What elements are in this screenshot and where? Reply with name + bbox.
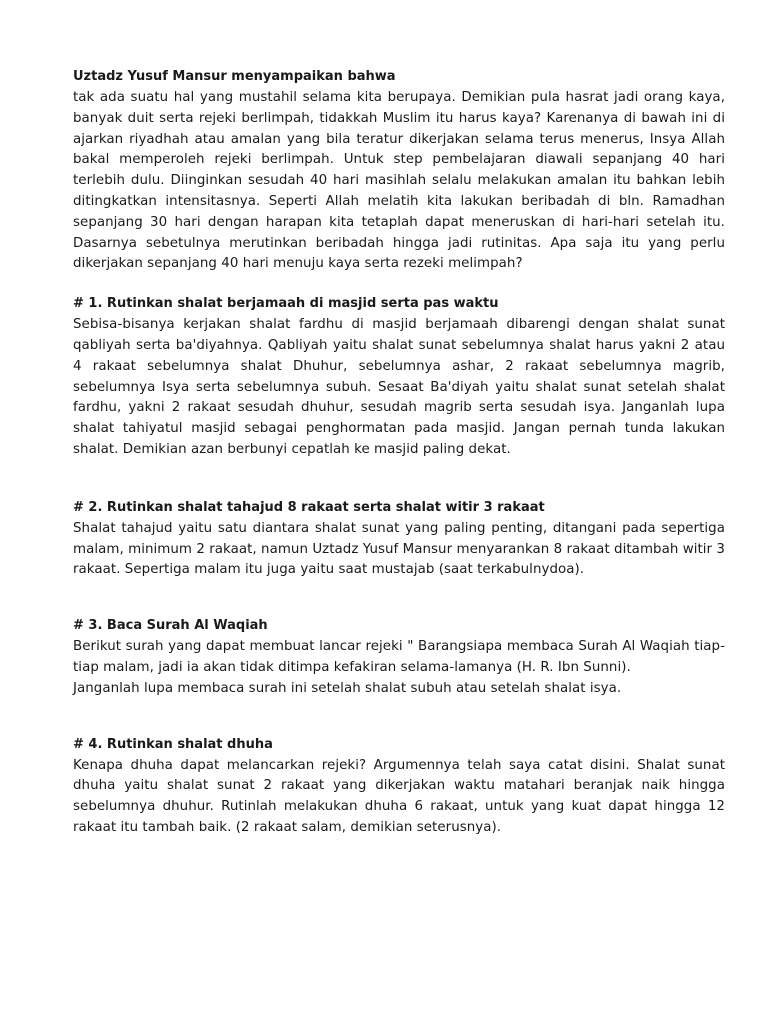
intro-paragraph: tak ada suatu hal yang mustahil selama kita berupaya. Demikian pula hasrat jadi orang kaya, banyak duit serta rejeki berlimpah, tidakkah Muslim itu harus kaya? Karenanya di bawah ini di ajarkan riyadhah atau amalan yang bila teratur dikerjakan selama terus menerus, Insya Allah bakal memperoleh rejeki berlimpah. Untuk step pembelajaran diawali sepanjang 40 hari terlebih dulu. Diinginkan sesudah 40 hari masihlah selalu melakukan amalan itu bahkan lebih ditingkatkan intensitasnya. Seperti Allah melatih kita lakukan beribadah di bln. Ramadhan sepanjang 30 hari dengan harapan kita tetaplah dapat meneruskan di hari-hari setelah itu. Dasarnya sebetulnya merutinkan beribadah hingga jadi rutinitas. Apa saja itu yang perlu dikerjakan sepanjang 40 hari menuju kaya serta rezeki melimpah? (73, 90, 725, 272)
spacer (73, 581, 725, 615)
section-4-paragraph: Kenapa dhuha dapat melancarkan rejeki? Argumennya telah saya catat disini. Shalat sunat dhuha yaitu shalat sunat 2 rakaat yang dikerjakan waktu matahari beranjak naik hingga sebelumnya dhuhur. Rutinlah melakukan dhuha 6 rakaat, untuk yang kuat dapat hingga 12 rakaat itu tambah baik. (2 rakaat salam, demikian seterusnya). (73, 757, 725, 835)
document-page (73, 66, 725, 839)
section-2-paragraph: Shalat tahajud yaitu satu diantara shalat sunat yang paling penting, ditangani pada sepertiga malam, minimum 2 rakaat, namun Uztadz Yusuf Mansur menyarankan 8 rakaat ditambah witir 3 rakaat. Sepertiga malam itu juga yaitu saat mustajab (saat terkabulnydoa). (73, 520, 725, 578)
section-1-paragraph: Sebisa-bisanya kerjakan shalat fardhu di masjid berjamaah dibarengi dengan shalat sunat qabliyah serta ba'diyahnya. Qabliyah yaitu shalat sunat sebelumnya shalat harus yakni 2 atau 4 rakaat sebelumnya shalat Dhuhur, sebelumnya ashar, 2 rakaat sebelumnya magrib, sebelumnya Isya serta sebelumnya subuh. Sesaat Ba'diyah yaitu shalat sunat setelah shalat fardhu, yakni 2 rakaat sesudah dhuhur, sesudah magrib serta sesudah isya. Janganlah lupa shalat tahiyatul masjid sebagai penghormatan pada masjid. Jangan pernah tunda lakukan shalat. Demikian azan berbunyi cepatlah ke masjid paling dekat. (73, 317, 725, 457)
section-3-paragraph: Berikut surah yang dapat membuat lancar rejeki " Barangsiapa membaca Surah Al Waqiah tiap-tiap malam, jadi ia akan tidak ditimpa kefakiran selama-lamanya (H. R. Ibn Sunni). (73, 639, 725, 675)
spacer (73, 700, 725, 734)
spacer (73, 461, 725, 497)
section-3-title: # 3. Baca Surah Al Waqiah (73, 618, 268, 634)
section-3-paragraph-2: Janganlah lupa membaca surah ini setelah shalat subuh atau setelah shalat isya. (73, 680, 622, 696)
section-1-title: # 1. Rutinkan shalat berjamaah di masjid serta pas waktu (73, 296, 499, 312)
intro-title: Uztadz Yusuf Mansur menyampaikan bahwa (73, 69, 396, 84)
section-2-title: # 2. Rutinkan shalat tahajud 8 rakaat serta shalat witir 3 rakaat (73, 499, 545, 515)
spacer (73, 275, 725, 293)
section-4-title: # 4. Rutinkan shalat dhuha (73, 736, 273, 752)
